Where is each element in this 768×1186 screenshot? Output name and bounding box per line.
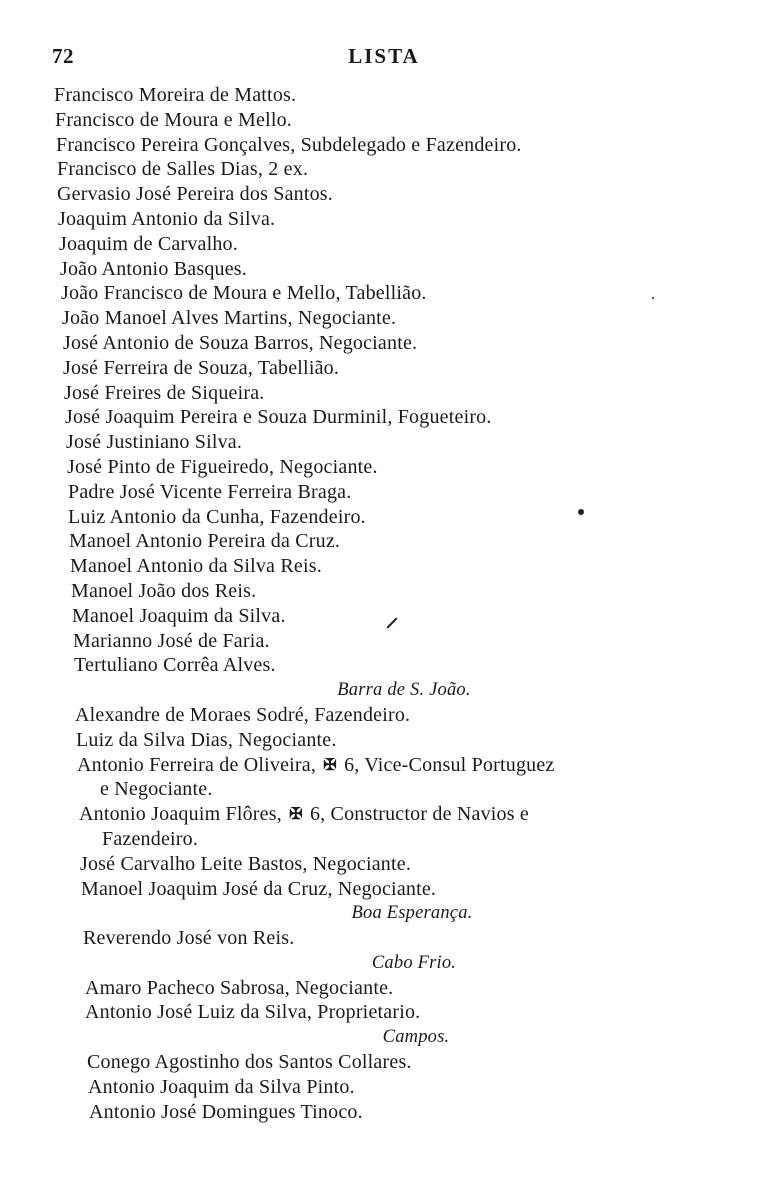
list-item <box>0 505 768 530</box>
list-item <box>0 852 768 877</box>
list-item-text: Padre José Vicente Ferreira Braga. <box>68 480 352 503</box>
section-heading <box>0 951 768 976</box>
list-item <box>0 554 768 579</box>
list-item-text: Joaquim Antonio da Silva. <box>58 207 276 230</box>
list-item <box>0 1100 768 1125</box>
list-item-text: Manoel Antonio Pereira da Cruz. <box>69 530 341 553</box>
list-item-text: 6, Vice-Consul Portuguez <box>344 753 555 776</box>
list-item-text: Antonio José Luiz da Silva, Proprietario. <box>85 1001 421 1024</box>
list-item <box>0 182 768 207</box>
section-heading <box>0 678 768 703</box>
list-item <box>0 604 768 629</box>
list-item <box>0 207 768 232</box>
list-item-text: Manoel Joaquim José da Cruz, Negociante. <box>81 877 437 900</box>
list-item <box>0 877 768 902</box>
list-item <box>0 133 768 158</box>
list-item-text: José Antonio de Souza Barros, Negociante. <box>63 331 418 354</box>
section-heading-text: Barra de S. João. <box>337 680 471 701</box>
list-item <box>0 802 768 827</box>
list-item-text: João Manoel Alves Martins, Negociante. <box>62 307 397 330</box>
list-item-text: Antonio Ferreira de Oliveira, <box>77 753 317 776</box>
list-item-text: José Justiniano Silva. <box>66 431 243 454</box>
running-title: LISTA <box>348 44 420 68</box>
list-item <box>0 232 768 257</box>
section-heading-text: Cabo Frio. <box>371 952 457 973</box>
list-item-text: 6, Constructor de Navios e <box>309 803 530 826</box>
list-item-text: José Ferreira de Souza, Tabellião. <box>63 356 340 379</box>
list-item <box>0 703 768 728</box>
list-item-text: Francisco Pereira Gonçalves, Subdelegado e Fazendeiro. <box>56 133 522 156</box>
list-item <box>0 331 768 356</box>
list-item-text: José Carvalho Leite Bastos, Negociante. <box>80 852 412 875</box>
list-item-text: Manoel Joaquim da Silva. <box>72 604 286 627</box>
list-item-text: Amaro Pacheco Sabrosa, Negociante. <box>85 976 394 999</box>
ink-speck <box>578 509 584 515</box>
list-item-text: João Francisco de Moura e Mello, Tabellião. <box>61 282 427 305</box>
section-heading <box>0 901 768 926</box>
section-heading-text: Campos. <box>382 1027 450 1048</box>
list-item <box>0 976 768 1001</box>
list-item-text: João Antonio Basques. <box>60 257 247 280</box>
name-list <box>0 83 768 1124</box>
section-heading-text: Boa Esperança. <box>351 903 473 924</box>
list-item-text: Manoel João dos Reis. <box>71 579 257 602</box>
list-item <box>0 1075 768 1100</box>
list-item-text: Antonio Joaquim Flôres, <box>79 803 282 826</box>
ink-speck <box>652 297 654 299</box>
list-item <box>0 728 768 753</box>
list-item-text: e Negociante. <box>100 778 213 801</box>
list-item-text: Manoel Antonio da Silva Reis. <box>70 555 322 578</box>
list-item <box>0 926 768 951</box>
section-heading <box>0 1025 768 1050</box>
list-item-text: Francisco de Moura e Mello. <box>55 108 293 131</box>
list-item <box>0 529 768 554</box>
list-item <box>0 306 768 331</box>
list-item <box>0 629 768 654</box>
list-item <box>0 753 768 778</box>
list-item <box>0 480 768 505</box>
list-item <box>0 108 768 133</box>
list-item-text: Reverendo José von Reis. <box>83 927 295 950</box>
list-item <box>0 405 768 430</box>
list-item <box>0 455 768 480</box>
list-item-text: Luiz Antonio da Cunha, Fazendeiro. <box>68 505 366 528</box>
list-item-text: Fazendeiro. <box>102 827 199 850</box>
list-item <box>0 381 768 406</box>
list-item <box>0 1050 768 1075</box>
list-item <box>0 653 768 678</box>
list-item-text: Luiz da Silva Dias, Negociante. <box>76 728 337 751</box>
list-item-text: José Freires de Siqueira. <box>64 381 265 404</box>
list-item-continuation <box>0 777 768 802</box>
list-item-text: Gervasio José Pereira dos Santos. <box>57 183 333 206</box>
list-item-text: Conego Agostinho dos Santos Collares. <box>87 1051 412 1074</box>
list-item-text: José Joaquim Pereira e Souza Durminil, Fogueteiro. <box>65 406 492 429</box>
list-item-text: Antonio José Domingues Tinoco. <box>89 1100 363 1123</box>
order-cross-icon: ✠ <box>289 806 303 824</box>
list-item <box>0 157 768 182</box>
list-item <box>0 83 768 108</box>
list-item <box>0 356 768 381</box>
order-cross-icon: ✠ <box>323 756 337 774</box>
list-item-continuation <box>0 827 768 852</box>
page-number: 72 <box>52 44 74 68</box>
list-item <box>0 430 768 455</box>
list-item-text: Francisco Moreira de Mattos. <box>54 84 297 106</box>
list-item-text: José Pinto de Figueiredo, Negociante. <box>67 455 378 478</box>
list-item <box>0 579 768 604</box>
list-item <box>0 1000 768 1025</box>
list-item <box>0 281 768 306</box>
list-item-text: Joaquim de Carvalho. <box>59 232 238 255</box>
list-item <box>0 257 768 282</box>
list-item-text: Alexandre de Moraes Sodré, Fazendeiro. <box>75 703 411 726</box>
page-header <box>0 44 768 76</box>
list-item-text: Antonio Joaquim da Silva Pinto. <box>88 1075 355 1098</box>
list-item-text: Tertuliano Corrêa Alves. <box>74 654 276 677</box>
list-item-text: Marianno José de Faria. <box>73 629 270 652</box>
list-item-text: Francisco de Salles Dias, 2 ex. <box>57 158 309 181</box>
